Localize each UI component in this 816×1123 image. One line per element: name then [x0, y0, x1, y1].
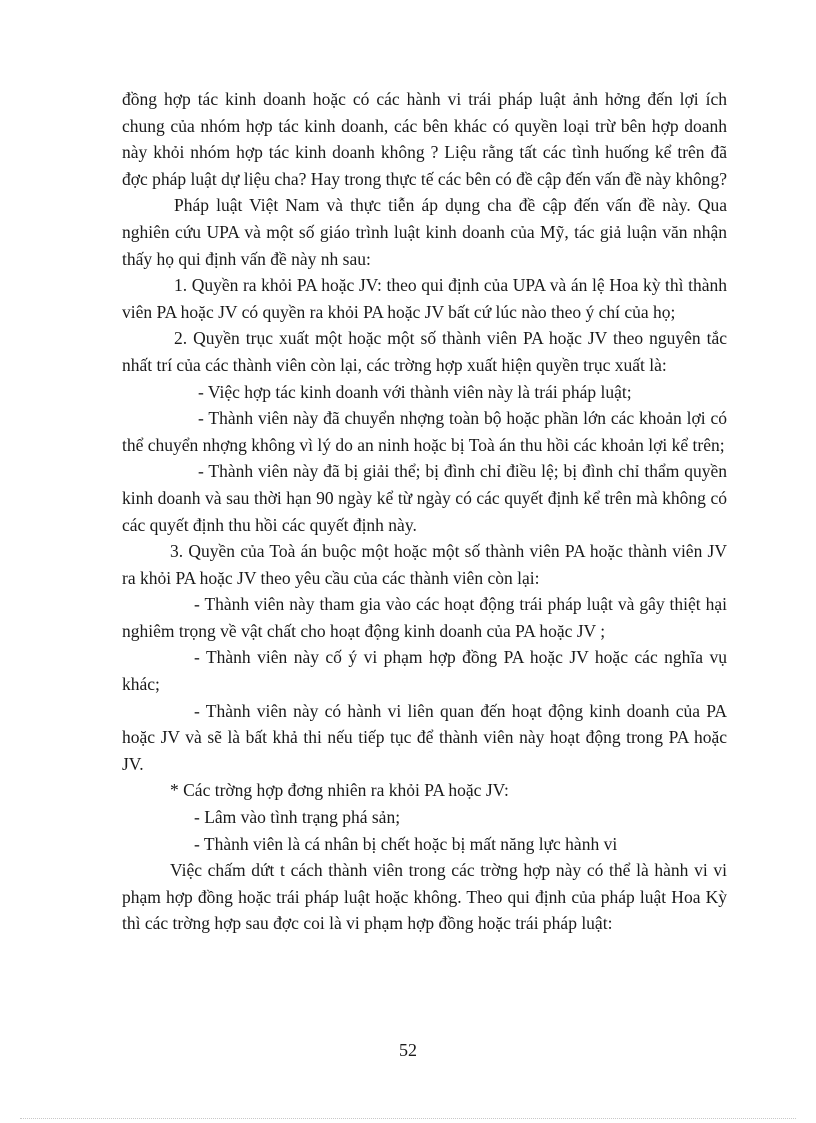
paragraph-right-to-expel: 2. Quyền trục xuất một hoặc một số thành viên PA hoặc JV theo nguyên tắc nhất trí của các thành viên còn lại, các trờng hợp xuất hiện quyền trục xuất là: [122, 328, 727, 375]
page-number: 52 [399, 1040, 417, 1060]
paragraph-termination: Việc chấm dứt t cách thành viên trong các trờng hợp này có thể là hành vi vi phạm hợp đồng hoặc trái pháp luật hoặc không. Theo qui định của pháp luật Hoa Kỳ thì các trờng hợp sau đợc coi là vi phạm hợp đồng hoặc trái pháp luật: [122, 860, 727, 934]
paragraph-intro: Pháp luật Việt Nam và thực tiễn áp dụng cha đề cập đến vấn đề này. Qua nghiên cứu UPA và một số giáo trình luật kinh doanh của Mỹ, tác giả luận văn nhận thấy họ qui định vấn đề này nh sau: [122, 195, 727, 269]
list-item: - Thành viên là cá nhân bị chết hoặc bị mất năng lực hành vi [194, 833, 618, 854]
paragraph-automatic-cases: * Các trờng hợp đơng nhiên ra khỏi PA hoặc JV: [170, 780, 509, 801]
list-item: - Thành viên này đã bị giải thể; bị đình chỉ điều lệ; bị đình chỉ thẩm quyền kinh doanh và sau thời hạn 90 ngày kể từ ngày có các quyết định kể trên mà không có các quyết định thu hồi các quyết định này. [122, 461, 727, 535]
list-item: - Thành viên này tham gia vào các hoạt động trái pháp luật và gây thiệt hại nghiêm trọng về vật chất cho hoạt động kinh doanh của PA hoặc JV ; [122, 594, 727, 641]
footer-divider [20, 1118, 796, 1119]
list-item: - Thành viên này đã chuyển nhợng toàn bộ hoặc phần lớn các khoản lợi có thể chuyển nhợng không vì lý do an ninh hoặc bị Toà án thu hồi các khoản lợi kể trên; [122, 408, 727, 455]
paragraph-right-to-withdraw: 1. Quyền ra khỏi PA hoặc JV: theo qui định của UPA và án lệ Hoa kỳ thì thành viên PA hoặc JV có quyền ra khỏi PA hoặc JV bất cứ lúc nào theo ý chí của họ; [122, 275, 727, 322]
list-item: - Thành viên này có hành vi liên quan đến hoạt động kinh doanh của PA hoặc JV và sẽ là bất khả thi nếu tiếp tục để thành viên này hoạt động trong PA hoặc JV. [122, 700, 727, 774]
paragraph-continuation: đồng hợp tác kinh doanh hoặc có các hành vi trái pháp luật ảnh hởng đến lợi ích chung của nhóm hợp tác kinh doanh, các bên khác có quyền loại trừ bên hợp doanh này khỏi nhóm hợp tác kinh doanh không ? Liệu rằng tất các tình huống kể trên đã đợc pháp luật dự liệu cha? Hay trong thực tế các bên có đề cập đến vấn đề này không? [122, 89, 727, 189]
list-item: - Lâm vào tình trạng phá sản; [194, 807, 401, 828]
paragraph-court-right: 3. Quyền của Toà án buộc một hoặc một số thành viên PA hoặc thành viên JV ra khỏi PA hoặc JV theo yêu cầu của các thành viên còn lại: [122, 541, 727, 588]
list-item: - Việc hợp tác kinh doanh với thành viên này là trái pháp luật; [198, 381, 632, 402]
document-body [122, 86, 727, 937]
list-item: - Thành viên này cố ý vi phạm hợp đồng PA hoặc JV hoặc các nghĩa vụ khác; [122, 647, 727, 695]
